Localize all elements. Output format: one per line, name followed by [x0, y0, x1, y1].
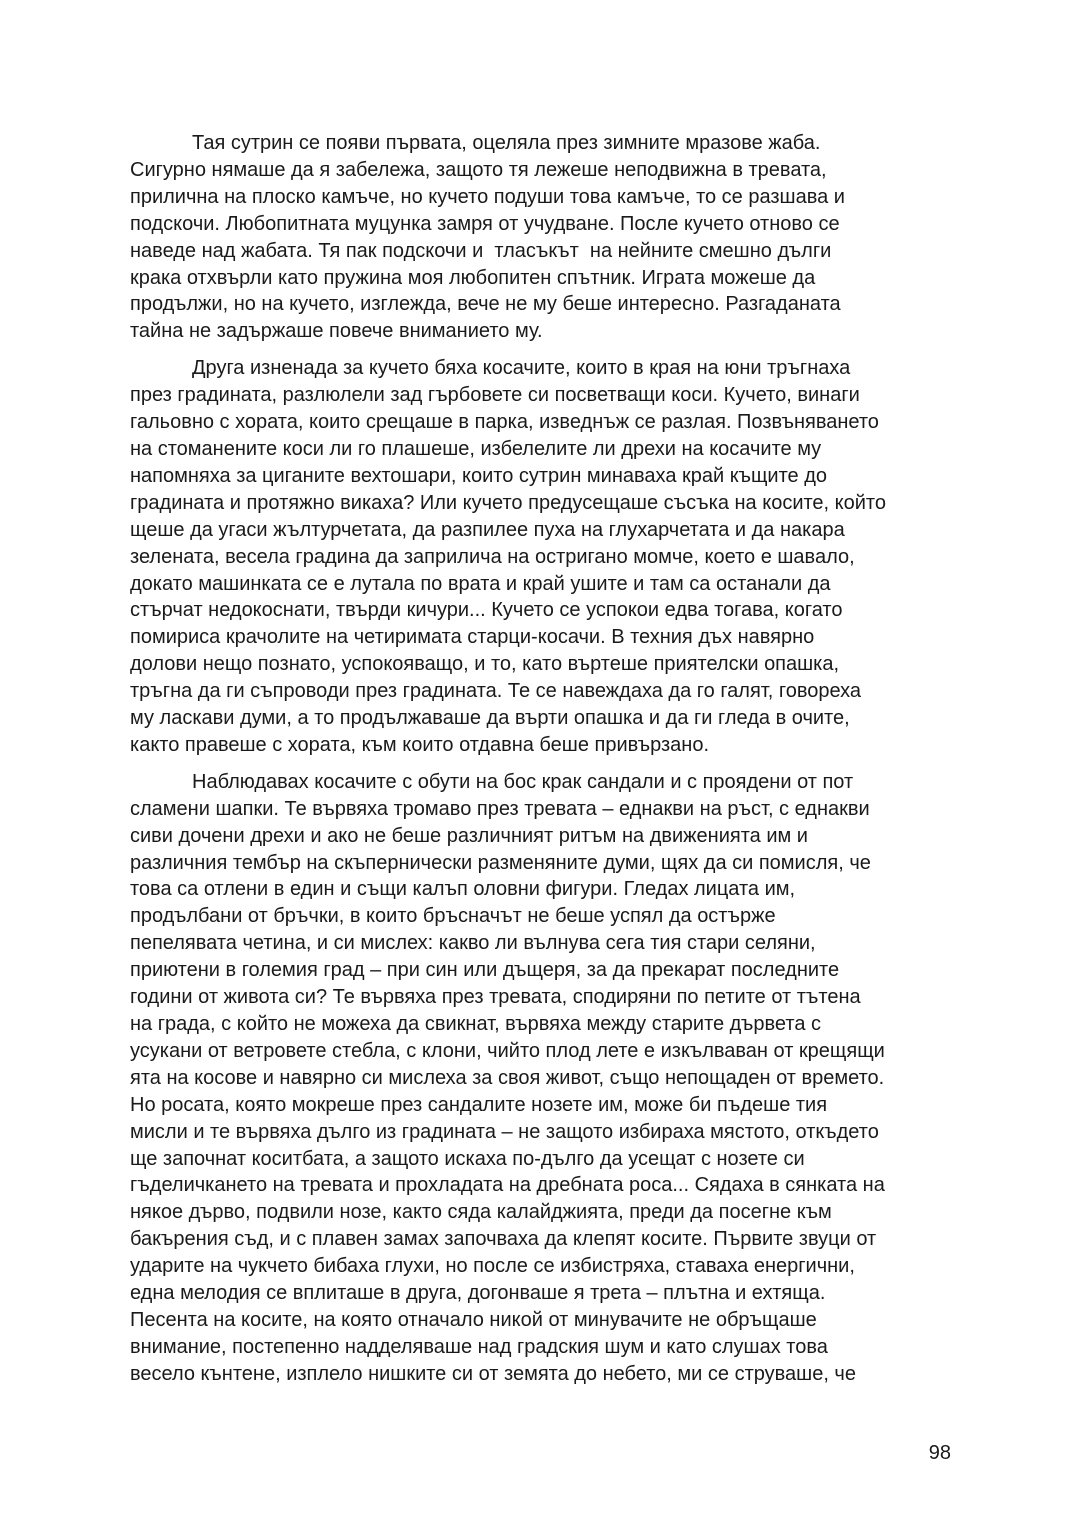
text-line: ще започнат коситбата, а защото искаха по-дълго да усещат с нозете си [130, 1147, 805, 1170]
text-line: това са отлени в един и същи калъп оловни фигури. Гледах лицата им, [130, 878, 796, 901]
text-line: Друга изненада за кучето бяха косачите, които в края на юни тръгнаха [192, 357, 851, 380]
text-line: Наблюдавах косачите с обути на бос крак сандали и с проядени от пот [192, 770, 854, 793]
paragraph [130, 769, 960, 1388]
text-line: градината и протяжно викаха? Или кучето предусещаше съсъка на косите, който [130, 491, 886, 514]
text-line: щеше да угаси жълтурчетата, да разпилее пуха на глухарчетата и да накара [130, 518, 845, 541]
text-line: стърчат недокоснати, твърди кичури... Кучето се успокои едва тогава, когато [130, 599, 843, 622]
text-line: гъделичкането на тревата и прохладата на дребната роса... Сядаха в сянката на [130, 1174, 885, 1197]
text-line: тръгна да ги съпроводи през градината. Те се навеждаха да го галят, говореха [130, 680, 862, 703]
text-line: долови нещо познато, успокояващо, и то, като въртеше приятелски опашка, [130, 653, 840, 676]
text-line: подскочи. Любопитната муцунка замря от учудване. После кучето отново се [130, 212, 840, 235]
text-line: на града, с който не можеха да свикнат, вървяха между старите дървета с [130, 1013, 822, 1035]
paragraph [130, 130, 960, 345]
text-line: му ласкави думи, а то продължаваше да върти опашка и да ги гледа в очите, [130, 707, 850, 730]
text-line: мисли и те вървяха дълго из градината – не защото избираха мястото, откъдето [130, 1120, 879, 1143]
text-line: на стоманените коси ли го плашеше, избелелите ли дрехи на косачите му [130, 437, 822, 460]
text-line: внимание, постепенно надделяваше над градския шум и като слушах това [130, 1335, 828, 1358]
text-line: весело кънтене, изплело нишките си от земята до небето, ми се струваше, че [130, 1362, 856, 1385]
text-line: една мелодия се вплиташе в друга, догонваше я трета – плътна и ехтяща. [130, 1282, 826, 1305]
paragraph [130, 355, 960, 759]
text-line: тайна не задържаше повече вниманието му. [130, 320, 543, 343]
text-line: приютени в големия град – при син или дъщеря, за да прекарат последните [130, 959, 840, 982]
text-line: както правеше с хората, към които отдавна беше привързано. [130, 733, 710, 756]
text-line: Сигурно нямаше да я забележа, защото тя лежеше неподвижна в тревата, [130, 158, 827, 181]
text-line: някое дърво, подвили нозе, както сяда калайджията, преди да посегне към [130, 1201, 832, 1224]
text-line: докато машинката се е лутала по врата и край ушите и там са останали да [130, 572, 831, 595]
text-line: гальовно с хората, които срещаше в парка, изведнъж се разлая. Позвъняването [130, 411, 879, 434]
text-line: ударите на чукчето бибаха глухи, но после се избистряха, ставаха енергични, [130, 1255, 855, 1278]
text-line: сламени шапки. Те вървяха тромаво през тревата – еднакви на ръст, с еднакви [130, 797, 870, 820]
text-line: усукани от ветровете стебла, с клони, чийто плод лете е изкълваван от крещящи [130, 1039, 885, 1062]
text-line: помириса крачолите на четиримата старци-косачи. В техния дъх навярно [130, 626, 815, 649]
text-line: Тая сутрин се появи първата, оцеляла през зимните мразове жаба. [192, 132, 821, 154]
text-line: Но росата, която мокреше през сандалите нозете им, може би пъдеше тия [130, 1093, 828, 1116]
page-number: 98 [928, 1442, 951, 1464]
text-line: сиви дочени дрехи и ако не беше различният ритъм на движенията им и [130, 824, 808, 847]
text-line: години от живота си? Те вървяха през тревата, сподиряни по петите от тътена [130, 986, 861, 1009]
text-line: бакърения съд, и с плавен замах започваха да клепят косите. Първите звуци от [130, 1228, 877, 1251]
text-line: наведе над жабата. Тя пак подскочи и тласъкът на нейните смешно дълги [130, 239, 832, 262]
text-line: пепелявата четина, и си мислех: какво ли вълнува сега тия стари селяни, [130, 932, 816, 955]
text-line: зелената, весела градина да заприлича на остригано момче, което е шавало, [130, 545, 855, 568]
text-line: различния тембър на скъпернически разменяните думи, щях да си помисля, че [130, 851, 871, 874]
text-line: прилична на плоско камъче, но кучето подуши това камъче, то се разшава и [130, 185, 845, 208]
body-text [130, 130, 960, 1398]
text-line: продълбани от бръчки, в които бръсначът не беше успял да остърже [130, 905, 776, 928]
text-line: Песента на косите, на която отначало никой от минувачите не обръщаше [130, 1308, 817, 1331]
text-line: крака отхвърли като пружина моя любопитен спътник. Играта можеше да [130, 266, 816, 289]
text-line: ята на косове и навярно си мислеха за своя живот, също непощаден от времето. [130, 1066, 885, 1089]
text-line: напомняха за циганите вехтошари, които сутрин минаваха край къщите до [130, 464, 828, 487]
text-line: продължи, но на кучето, изглежда, вече не му беше интересно. Разгаданата [130, 293, 841, 316]
text-line: през градината, разлюлели зад гърбовете си посветващи коси. Кучето, винаги [130, 384, 860, 407]
